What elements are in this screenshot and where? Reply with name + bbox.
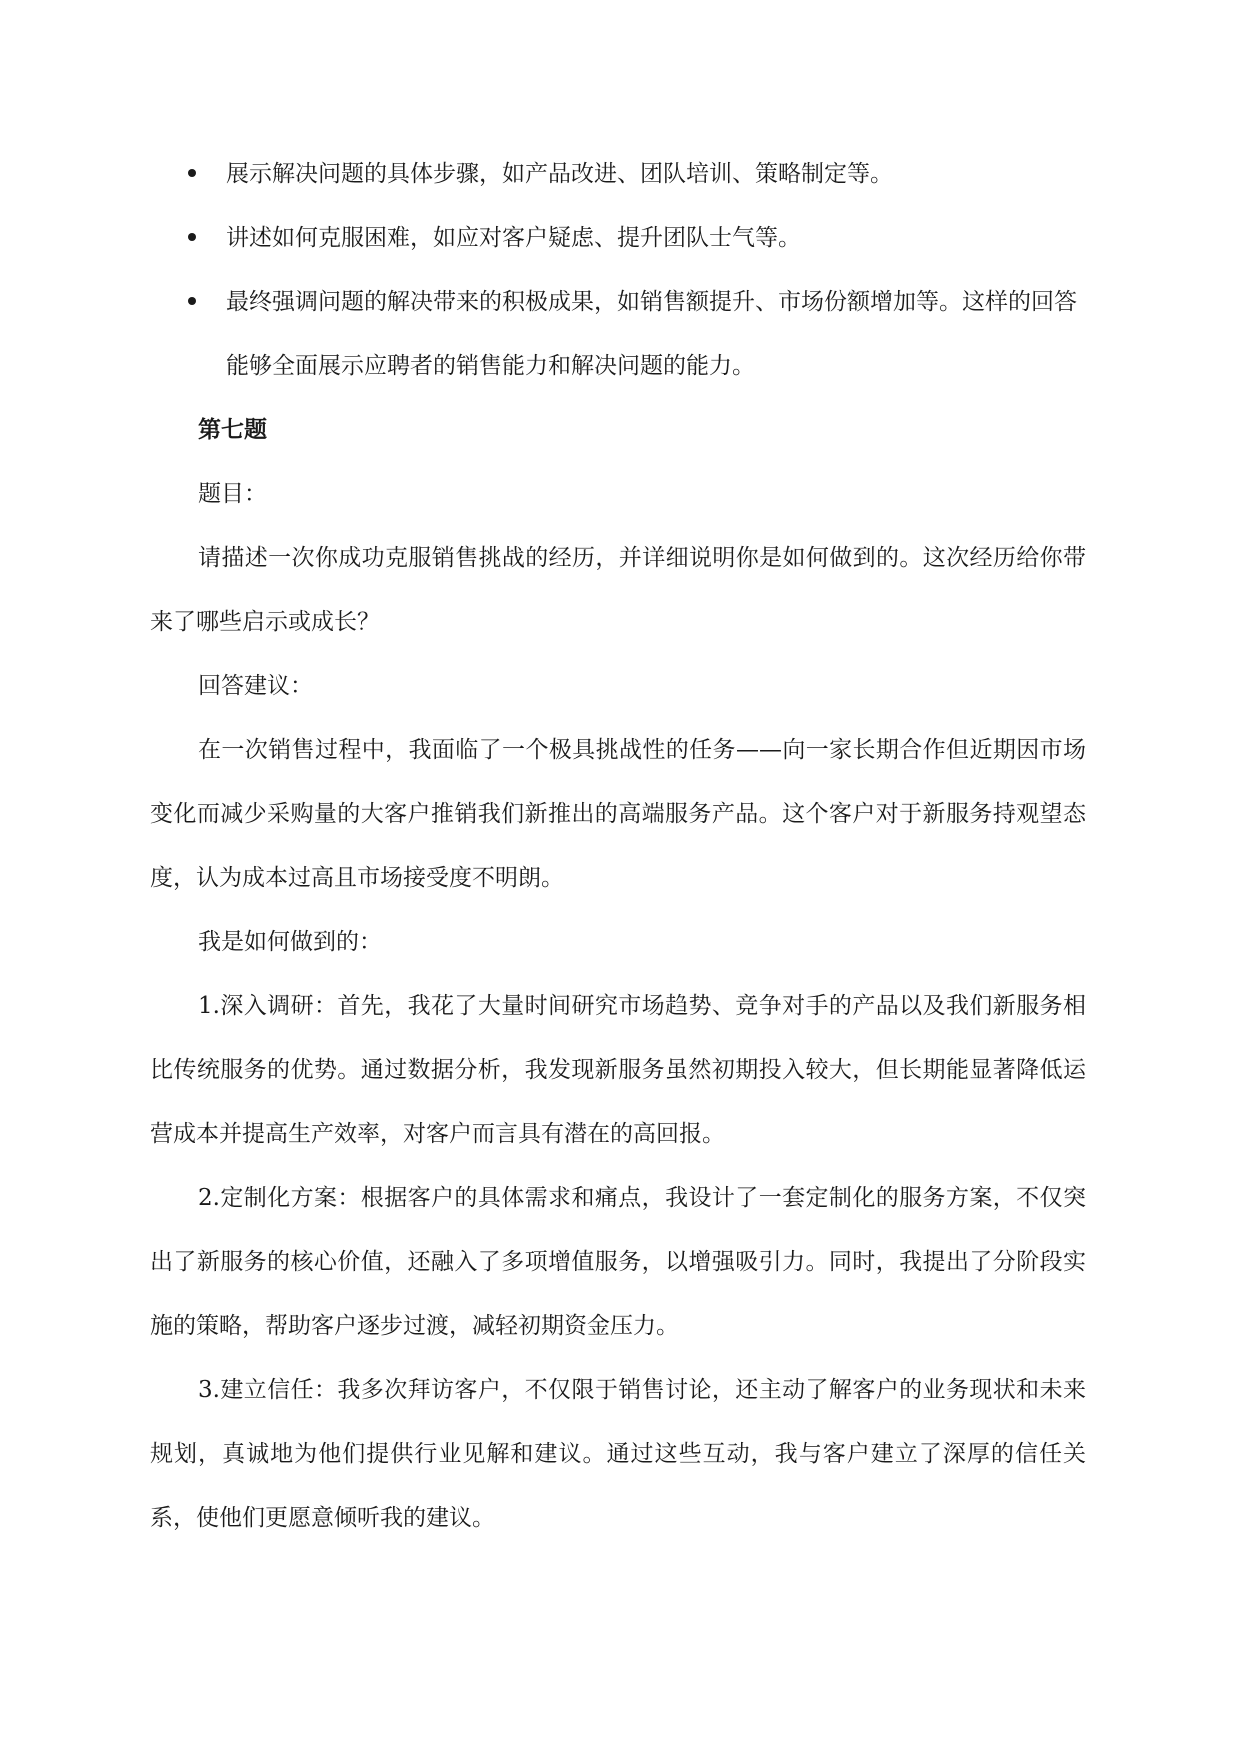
bullet-item xyxy=(186,142,1086,206)
section-content xyxy=(150,398,1086,1550)
answer-intro: 在一次销售过程中，我面临了一个极具挑战性的任务——向一家长期合作但近期因市场变化而减少采购量的大客户推销我们新推出的高端服务产品。这个客户对于新服务持观望态度，认为成本过高且市场接受度不明朗。 xyxy=(150,737,1086,891)
question-text: 请描述一次你成功克服销售挑战的经历，并详细说明你是如何做到的。这次经历给你带来了哪些启示或成长？ xyxy=(150,545,1086,635)
bullet-dot-icon xyxy=(188,233,196,241)
step-paragraph: 1.深入调研：首先，我花了大量时间研究市场趋势、竞争对手的产品以及我们新服务相比传统服务的优势。通过数据分析，我发现新服务虽然初期投入较大，但长期能显著降低运营成本并提高生产效率，对客户而言具有潜在的高回报。 xyxy=(150,993,1086,1147)
bullet-item xyxy=(186,206,1086,270)
bullet-text: 最终强调问题的解决带来的积极成果，如销售额提升、市场份额增加等。这样的回答能够全面展示应聘者的销售能力和解决问题的能力。 xyxy=(226,289,1077,379)
answer-label: 回答建议： xyxy=(198,673,313,699)
question-label: 题目： xyxy=(198,481,267,507)
section-heading: 第七题 xyxy=(198,416,267,443)
bullet-dot-icon xyxy=(188,169,196,177)
step-paragraph: 3.建立信任：我多次拜访客户，不仅限于销售讨论，还主动了解客户的业务现状和未来规划，真诚地为他们提供行业见解和建议。通过这些互动，我与客户建立了深厚的信任关系，使他们更愿意倾听我的建议。 xyxy=(150,1377,1086,1531)
bullet-text: 讲述如何克服困难，如应对客户疑虑、提升团队士气等。 xyxy=(226,225,801,251)
how-label: 我是如何做到的： xyxy=(198,929,382,955)
bullet-text: 展示解决问题的具体步骤，如产品改进、团队培训、策略制定等。 xyxy=(226,161,893,187)
bullet-list xyxy=(186,142,1086,398)
step-paragraph: 2.定制化方案：根据客户的具体需求和痛点，我设计了一套定制化的服务方案，不仅突出了新服务的核心价值，还融入了多项增值服务，以增强吸引力。同时，我提出了分阶段实施的策略，帮助客户逐步过渡，减轻初期资金压力。 xyxy=(150,1185,1086,1339)
bullet-dot-icon xyxy=(188,297,196,305)
bullet-item xyxy=(186,270,1086,398)
